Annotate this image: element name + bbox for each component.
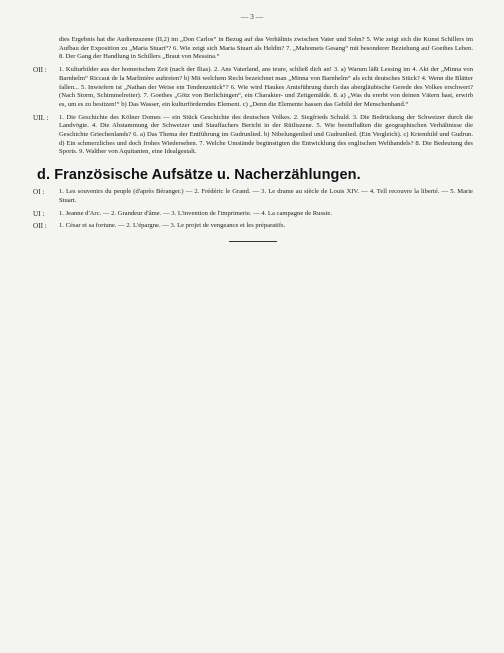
class-label: UII. : <box>33 113 49 122</box>
class-label: OII : <box>33 66 47 75</box>
topic-text: 1. Kulturbilder aus der homerischen Zeit (nach der Ilias). 2. Ans Vaterland, ans teure, schließ dich an! 3. a) Warum läßt Lessing im 4. Akt der „Minna von Barnhelm“ Riccaut de la Marlinière auftreten? b) Mit welchem Recht bezeichnet man „Minna von Barnhelm“ als echt deutsches Stück? 4. Wenn die Blätter fallen... 5. Inwiefern ist „Nathan der Weise ein Tendenzstück“? 6. Wie wird Haukes Amtsführung durch das abergläubische Gerede des Volkes erschwert? (Nach Storm, Schimmelreiter). 7. Goethes „Götz von Berlichingen“, ein Charakter- und Zeitgemälde. 8. a) „Was du ererbt von deinen Vätern hast, erwirb es, um es zu besitzen!“ b) Das Wasser, ein kulturförderndes Element. c) „Denn die Elemente hassen das Gebild der Menschenhand.“ <box>59 66 473 108</box>
topic-text: 1. Jeanne d'Arc. — 2. Grandeur d'âme. — 3. L'invention de l'imprimerie. — 4. La campagne de Russie. <box>59 209 333 217</box>
french-topic-oi <box>33 188 473 205</box>
topic-text: 1. Die Geschichte des Kölner Domes — ein Stück Geschichte des deutschen Volkes. 2. Siegfrieds Schuld. 3. Die Bedrückung der Schweizer durch die Landvögte. 4. Die Abstammung der Schweizer und Stauffachers Bericht in der Rütliszene. 5. Wie beeinflußten die geographischen Verhältnisse die Geschichte Griechenlands? 6. a) Das Thema der Entführung im Gudrunlied. b) Nibelungenlied und Gudrunlied. (Ein Vergleich). c) Kriemhild und Gudrun. d) Ein schmerzliches und doch frohes Wiedersehen. 7. Welche Umstände begünstigten die Entwicklung des englischen Welthandels? 8. Die Bedeutung des Sports. 9. Walther von Aquitanien, eine Idealgestalt. <box>59 113 473 156</box>
class-label: UI : <box>33 209 45 218</box>
french-topic-oii <box>33 222 473 231</box>
divider-rule <box>229 241 277 242</box>
topic-block-continued <box>33 36 473 62</box>
topic-block-oii <box>33 66 473 110</box>
topic-block-uii <box>33 114 473 158</box>
topic-text: dies Ergebnis hat die Audienzszene (II,2) im „Don Carlos“ in Bezug auf das Verhältnis zwischen Vater und Sohn? 5. Wie zeigt sich die Kunst Schillers im Aufbau der Exposition zu „Maria Stuart“? 6. Wie zeigt sich Maria Stuart als Heldin? 7. „Mahomets Gesang“ mit besonderer Beziehung auf Goethes Leben. 8. Der Gang der Handlung in Schillers „Braut von Messina.“ <box>59 36 473 61</box>
class-label: OII : <box>33 222 47 231</box>
french-topic-ui <box>33 210 473 219</box>
topic-text: 1. César et sa fortune. — 2. L'épargne. — 3. Le projet de vengeance et les préparatifs. <box>59 222 286 230</box>
page-body <box>33 36 473 242</box>
page-number: — 3 — <box>240 12 264 21</box>
class-label: OI : <box>33 188 45 197</box>
section-heading: d. Französische Aufsätze u. Nacherzählungen. <box>37 167 361 184</box>
topic-text: 1. Les souvenirs du peuple (d'après Béranger.) — 2. Frédéric le Grand. — 3. Le drame au siècle de Louis XIV. — 4. Tell recouvre la liberté. — 5. Marie Stuart. <box>59 188 473 204</box>
